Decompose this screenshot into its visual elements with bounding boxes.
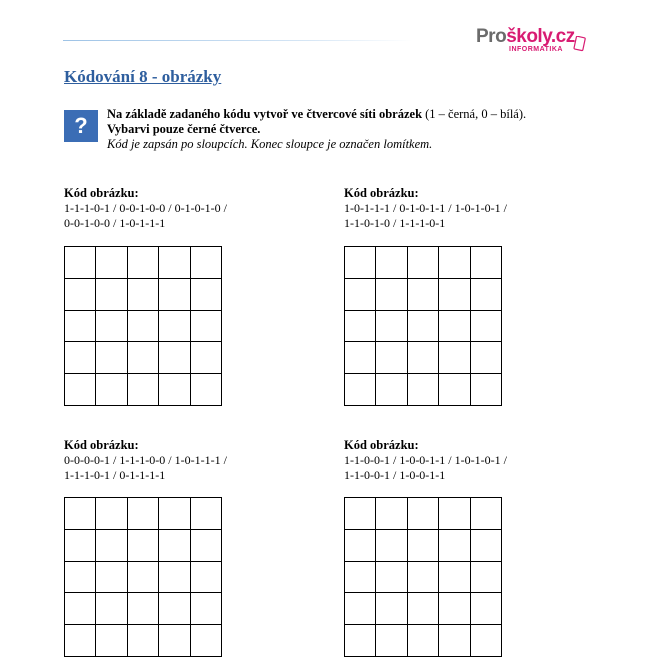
grid-cell[interactable] — [191, 530, 222, 562]
grid-cell[interactable] — [96, 342, 127, 374]
grid-cell[interactable] — [159, 311, 190, 343]
grid-cell[interactable] — [159, 625, 190, 657]
grid-cell[interactable] — [159, 530, 190, 562]
grid-cell[interactable] — [65, 625, 96, 657]
grid-cell[interactable] — [408, 625, 439, 657]
grid-cell[interactable] — [439, 562, 470, 594]
grid-cell[interactable] — [159, 374, 190, 406]
grid-cell[interactable] — [408, 311, 439, 343]
grid-cell[interactable] — [471, 311, 502, 343]
instructions: Na základě zadaného kódu vytvoř ve čtvercové síti obrázek (1 – černá, 0 – bílá). Vybarvi pouze černé čtverce. Kód je zapsán po sloupcích. Konec sloupce je označen lomítkem. — [107, 107, 527, 151]
grid-cell[interactable] — [345, 562, 376, 594]
grid-cell[interactable] — [191, 593, 222, 625]
code-label: Kód obrázku: — [344, 186, 419, 200]
grid-cell[interactable] — [96, 530, 127, 562]
grid-cell[interactable] — [408, 247, 439, 279]
grid-cell[interactable] — [65, 342, 96, 374]
grid-cell[interactable] — [191, 625, 222, 657]
grid-cell[interactable] — [345, 342, 376, 374]
grid-cell[interactable] — [376, 530, 407, 562]
grid-cell[interactable] — [471, 530, 502, 562]
grid-cell[interactable] — [345, 279, 376, 311]
grid-cell[interactable] — [96, 247, 127, 279]
grid-cell[interactable] — [408, 530, 439, 562]
grid-cell[interactable] — [128, 625, 159, 657]
logo-wordmark: Proškoly.cz — [476, 26, 575, 47]
grid-cell[interactable] — [408, 593, 439, 625]
grid-cell[interactable] — [376, 279, 407, 311]
grid-cell[interactable] — [65, 311, 96, 343]
task-4 — [344, 438, 507, 483]
grid-cell[interactable] — [376, 593, 407, 625]
grid-cell[interactable] — [408, 562, 439, 594]
header-rule — [63, 40, 413, 41]
grid-cell[interactable] — [408, 342, 439, 374]
grid-cell[interactable] — [96, 625, 127, 657]
task-2 — [344, 186, 507, 231]
grid-cell[interactable] — [439, 279, 470, 311]
grid-cell[interactable] — [191, 279, 222, 311]
grid-cell[interactable] — [128, 342, 159, 374]
grid-cell[interactable] — [376, 342, 407, 374]
grid-cell[interactable] — [471, 498, 502, 530]
grid-cell[interactable] — [96, 374, 127, 406]
grid-cell[interactable] — [191, 247, 222, 279]
grid-cell[interactable] — [471, 279, 502, 311]
grid-cell[interactable] — [471, 625, 502, 657]
grid-cell[interactable] — [376, 625, 407, 657]
code-line: 1-1-1-0-1 / 0-0-1-0-0 / 0-1-0-1-0 / — [64, 201, 227, 215]
drawing-grid[interactable] — [344, 497, 502, 657]
grid-cell[interactable] — [345, 311, 376, 343]
grid-cell[interactable] — [376, 374, 407, 406]
grid-cell[interactable] — [345, 593, 376, 625]
grid-cell[interactable] — [439, 498, 470, 530]
grid-cell[interactable] — [128, 498, 159, 530]
grid-cell[interactable] — [96, 498, 127, 530]
task-3 — [64, 438, 227, 483]
code-line: 1-0-1-1-1 / 0-1-0-1-1 / 1-0-1-0-1 / — [344, 201, 507, 215]
grid-cell[interactable] — [65, 498, 96, 530]
grid-cell[interactable] — [191, 342, 222, 374]
grid-cell[interactable] — [439, 530, 470, 562]
grid-cell[interactable] — [96, 562, 127, 594]
grid-cell[interactable] — [439, 374, 470, 406]
code-line: 1-1-0-0-1 / 1-0-0-1-1 / 1-0-1-0-1 / — [344, 453, 507, 467]
grid-cell[interactable] — [191, 311, 222, 343]
grid-cell[interactable] — [408, 498, 439, 530]
grid-cell[interactable] — [439, 625, 470, 657]
grid-cell[interactable] — [345, 374, 376, 406]
grid-cell[interactable] — [65, 247, 96, 279]
grid-cell[interactable] — [96, 593, 127, 625]
code-label: Kód obrázku: — [64, 438, 139, 452]
code-line: 1-1-0-0-1 / 1-0-0-1-1 — [344, 468, 446, 482]
grid-cell[interactable] — [191, 562, 222, 594]
grid-cell[interactable] — [65, 530, 96, 562]
grid-cell[interactable] — [471, 342, 502, 374]
code-label: Kód obrázku: — [64, 186, 139, 200]
grid-cell[interactable] — [159, 593, 190, 625]
grid-cell[interactable] — [128, 374, 159, 406]
grid-cell[interactable] — [65, 593, 96, 625]
grid-cell[interactable] — [65, 562, 96, 594]
grid-cell[interactable] — [128, 593, 159, 625]
grid-cell[interactable] — [471, 593, 502, 625]
grid-cell[interactable] — [159, 562, 190, 594]
grid-cell[interactable] — [408, 374, 439, 406]
grid-cell[interactable] — [159, 498, 190, 530]
grid-cell[interactable] — [96, 311, 127, 343]
drawing-grid[interactable] — [64, 246, 222, 406]
grid-cell[interactable] — [65, 279, 96, 311]
grid-cell[interactable] — [96, 279, 127, 311]
drawing-grid[interactable] — [344, 246, 502, 406]
grid-cell[interactable] — [471, 374, 502, 406]
grid-cell[interactable] — [159, 342, 190, 374]
grid-cell[interactable] — [159, 279, 190, 311]
grid-cell[interactable] — [191, 498, 222, 530]
grid-cell[interactable] — [345, 247, 376, 279]
grid-cell[interactable] — [439, 342, 470, 374]
grid-cell[interactable] — [128, 279, 159, 311]
grid-cell[interactable] — [159, 247, 190, 279]
grid-cell[interactable] — [128, 247, 159, 279]
grid-cell[interactable] — [376, 562, 407, 594]
grid-cell[interactable] — [408, 279, 439, 311]
grid-cell[interactable] — [439, 593, 470, 625]
help-question-icon: ? — [64, 110, 98, 142]
grid-cell[interactable] — [128, 562, 159, 594]
grid-cell[interactable] — [376, 247, 407, 279]
grid-cell[interactable] — [439, 247, 470, 279]
drawing-grid[interactable] — [64, 497, 222, 657]
code-line: 1-1-1-0-1 / 0-1-1-1-1 — [64, 468, 166, 482]
grid-cell[interactable] — [376, 498, 407, 530]
code-line: 0-0-1-0-0 / 1-0-1-1-1 — [64, 216, 166, 230]
grid-cell[interactable] — [471, 562, 502, 594]
grid-cell[interactable] — [376, 311, 407, 343]
grid-cell[interactable] — [65, 374, 96, 406]
grid-cell[interactable] — [439, 311, 470, 343]
task-1 — [64, 186, 227, 231]
proskoly-logo[interactable] — [476, 26, 596, 58]
logo-subtitle: INFORMATIKA — [509, 46, 563, 53]
code-line: 1-1-0-1-0 / 1-1-1-0-1 — [344, 216, 446, 230]
grid-cell[interactable] — [345, 498, 376, 530]
code-label: Kód obrázku: — [344, 438, 419, 452]
grid-cell[interactable] — [345, 625, 376, 657]
grid-cell[interactable] — [345, 530, 376, 562]
code-line: 0-0-0-0-1 / 1-1-1-0-0 / 1-0-1-1-1 / — [64, 453, 227, 467]
grid-cell[interactable] — [128, 530, 159, 562]
grid-cell[interactable] — [128, 311, 159, 343]
tablet-icon — [573, 36, 587, 52]
grid-cell[interactable] — [471, 247, 502, 279]
grid-cell[interactable] — [191, 374, 222, 406]
page-title: Kódování 8 - obrázky — [64, 67, 222, 86]
